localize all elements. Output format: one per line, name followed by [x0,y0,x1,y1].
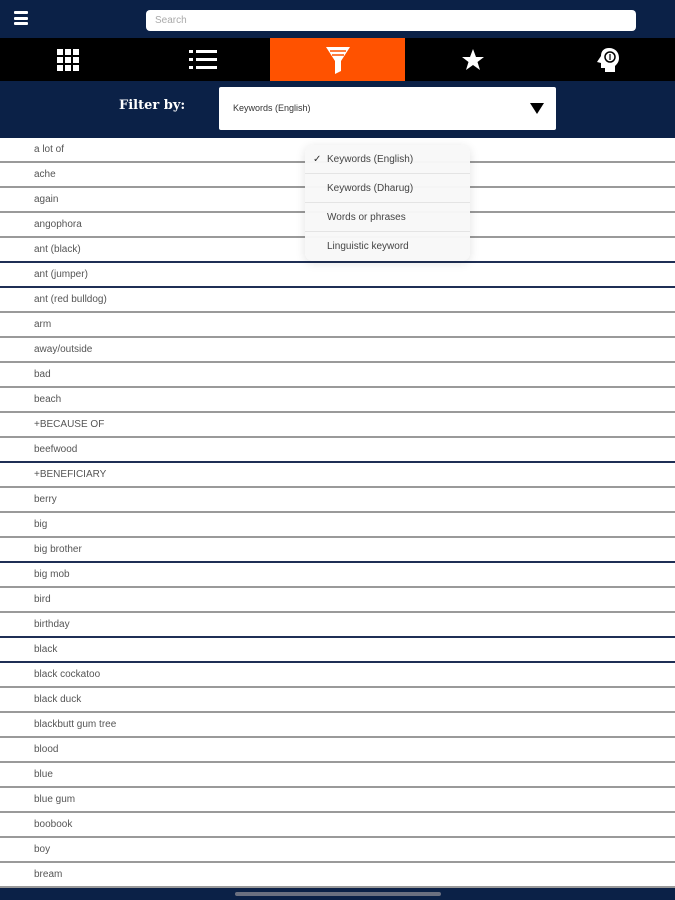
star-icon [461,48,485,72]
tab-list[interactable] [135,38,270,81]
list-item[interactable]: angophora [0,213,675,238]
list-item[interactable]: again [0,188,675,213]
list-item[interactable]: bream [0,863,675,888]
list-item[interactable]: blackbutt gum tree [0,713,675,738]
filter-select-value: Keywords (English) [233,103,311,113]
tab-favorites[interactable] [405,38,540,81]
tab-grid[interactable] [0,38,135,81]
list-item[interactable]: away/outside [0,338,675,363]
option-label: Keywords (Dharug) [327,182,414,194]
list-item[interactable]: ant (jumper) [0,263,675,288]
list-item[interactable]: ant (black) [0,238,675,263]
home-indicator[interactable] [235,892,441,896]
list-item[interactable]: bad [0,363,675,388]
filter-option-keywords-dharug[interactable] [305,174,470,203]
option-label: Keywords (English) [327,153,414,165]
list-item[interactable]: boy [0,838,675,863]
list-item[interactable]: ache [0,163,675,188]
filter-dropdown-menu [305,145,470,261]
list-item[interactable]: beefwood [0,438,675,463]
checkmark-icon: ✓ [313,153,322,165]
list-item[interactable]: blue gum [0,788,675,813]
funnel-icon [325,45,351,75]
list-item[interactable]: +BECAUSE OF [0,413,675,438]
list-item[interactable]: boobook [0,813,675,838]
list-item[interactable]: arm [0,313,675,338]
list-item[interactable]: black cockatoo [0,663,675,688]
list-item[interactable]: black duck [0,688,675,713]
list-item[interactable]: birthday [0,613,675,638]
grid-icon [56,48,80,72]
list-item[interactable]: ant (red bulldog) [0,288,675,313]
search-input[interactable] [146,10,636,31]
list-item[interactable]: big brother [0,538,675,563]
list-item[interactable]: blue [0,763,675,788]
list-item[interactable]: blood [0,738,675,763]
filter-select[interactable] [219,87,556,130]
tab-bar [0,38,675,81]
option-label: Linguistic keyword [327,241,409,252]
list-item[interactable]: big [0,513,675,538]
list-item[interactable]: big mob [0,563,675,588]
tab-learn[interactable] [540,38,675,81]
list-item[interactable]: a lot of [0,138,675,163]
filter-option-words-phrases[interactable] [305,203,470,232]
filter-option-keywords-english[interactable] [305,145,470,174]
head-brain-icon [596,47,620,73]
list-item[interactable]: +BENEFICIARY [0,463,675,488]
list-item[interactable]: berry [0,488,675,513]
top-bar [0,0,675,38]
list-item[interactable]: bird [0,588,675,613]
filter-option-linguistic-keyword[interactable] [305,232,470,261]
hamburger-menu-icon[interactable] [14,11,28,25]
caret-down-icon [530,103,544,114]
tab-filter[interactable] [270,38,405,81]
option-label: Words or phrases [327,211,406,223]
list-icon [189,48,217,72]
list-item[interactable]: black [0,638,675,663]
filter-label: Filter by: [119,98,186,113]
list-item[interactable]: beach [0,388,675,413]
